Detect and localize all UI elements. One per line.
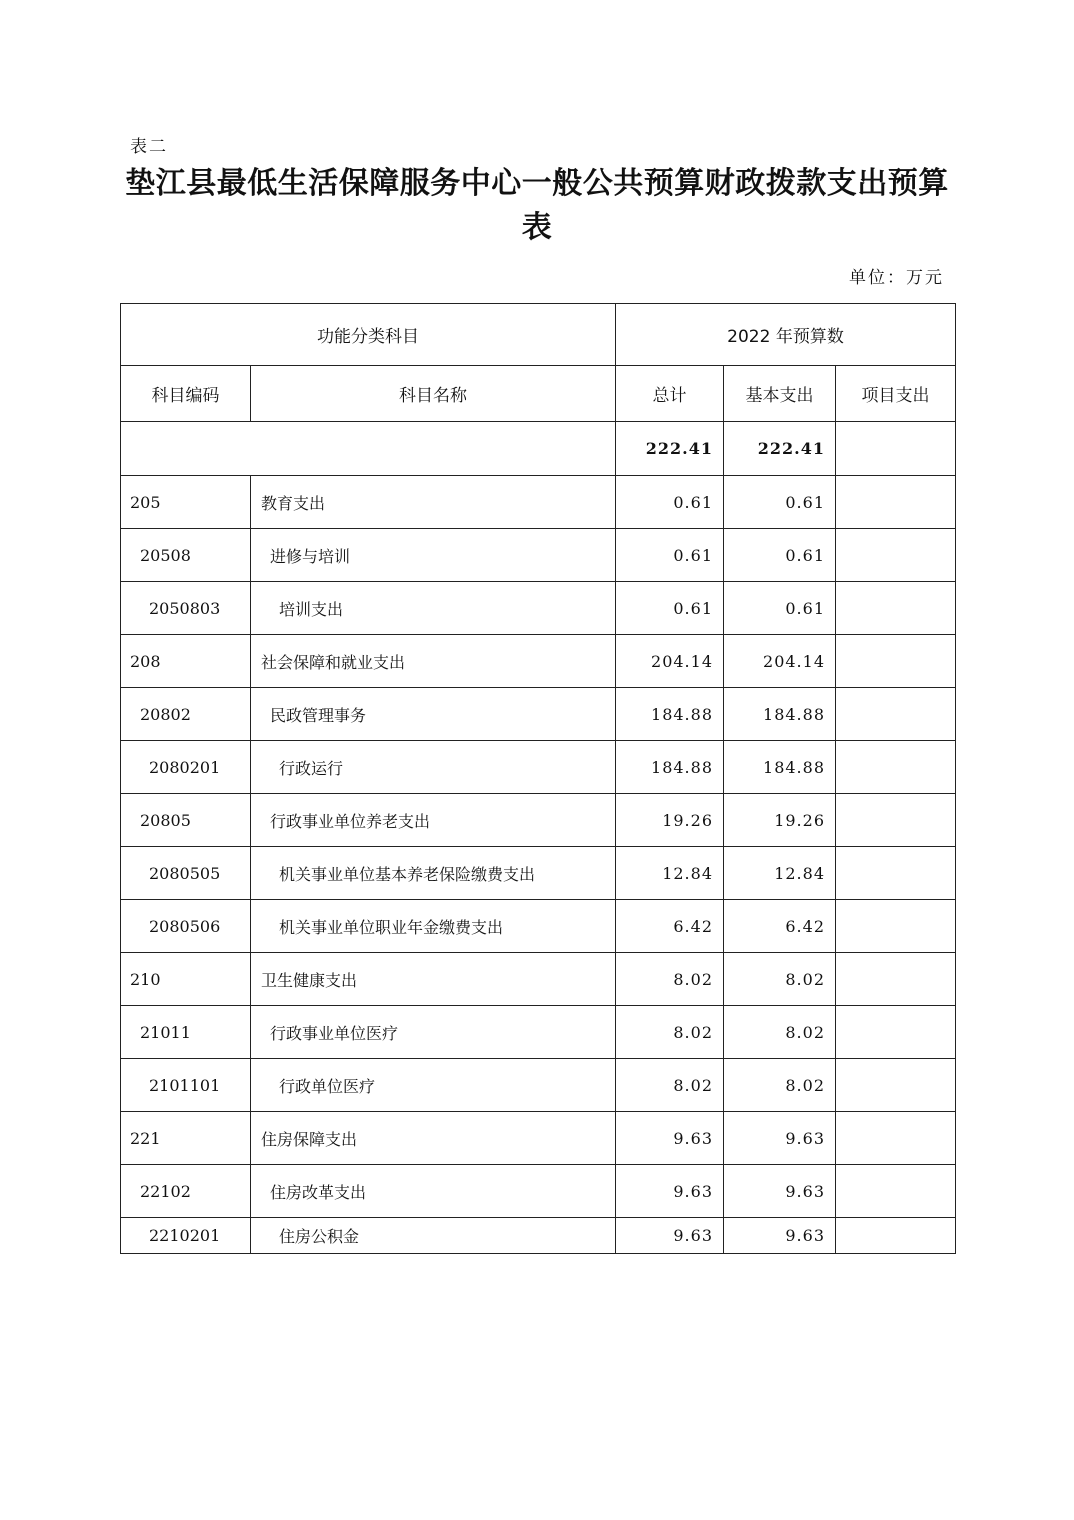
table-row [121,1218,956,1254]
cell-code: 2210201 [121,1218,251,1254]
cell-total: 204.14 [616,635,724,688]
cell-name: 卫生健康支出 [251,953,616,1006]
group-header-row [121,304,956,366]
cell-project [836,794,956,847]
cell-project [836,741,956,794]
cell-basic: 9.63 [724,1218,836,1254]
cell-project [836,1059,956,1112]
total-row-basic: 222.41 [724,422,836,476]
cell-name: 行政事业单位养老支出 [251,794,616,847]
cell-total: 0.61 [616,476,724,529]
table-row [121,847,956,900]
cell-name: 教育支出 [251,476,616,529]
cell-project [836,900,956,953]
cell-total: 12.84 [616,847,724,900]
cell-project [836,847,956,900]
cell-total: 0.61 [616,582,724,635]
table-row [121,1006,956,1059]
cell-name: 住房公积金 [251,1218,616,1254]
table-row [121,582,956,635]
cell-total: 184.88 [616,741,724,794]
cell-code: 20508 [121,529,251,582]
cell-name: 行政运行 [251,741,616,794]
cell-total: 8.02 [616,953,724,1006]
column-header-project: 项目支出 [836,366,956,422]
cell-project [836,1218,956,1254]
cell-basic: 19.26 [724,794,836,847]
cell-code: 22102 [121,1165,251,1218]
cell-project [836,529,956,582]
cell-basic: 9.63 [724,1112,836,1165]
cell-code: 210 [121,953,251,1006]
table-label: 表二 [130,137,168,157]
table-row [121,1165,956,1218]
cell-code: 2101101 [121,1059,251,1112]
cell-basic: 8.02 [724,953,836,1006]
cell-code: 20802 [121,688,251,741]
cell-name: 进修与培训 [251,529,616,582]
cell-total: 9.63 [616,1218,724,1254]
cell-total: 6.42 [616,900,724,953]
cell-total: 8.02 [616,1006,724,1059]
cell-name: 社会保障和就业支出 [251,635,616,688]
document-title: 垫江县最低生活保障服务中心一般公共预算财政拨款支出预算表 [125,166,949,245]
cell-code: 2080201 [121,741,251,794]
cell-project [836,1006,956,1059]
cell-basic: 6.42 [724,900,836,953]
cell-project [836,1112,956,1165]
column-header-total: 总计 [616,366,724,422]
cell-basic: 0.61 [724,476,836,529]
cell-name: 机关事业单位基本养老保险缴费支出 [251,847,616,900]
table-body [121,422,956,1254]
table-row [121,953,956,1006]
cell-total: 9.63 [616,1112,724,1165]
table-row [121,1112,956,1165]
total-row-total: 222.41 [616,422,724,476]
cell-project [836,582,956,635]
category-group-header: 功能分类科目 [121,304,616,366]
cell-code: 2080506 [121,900,251,953]
cell-basic: 204.14 [724,635,836,688]
table-row [121,688,956,741]
table-row [121,900,956,953]
cell-project [836,476,956,529]
table-row [121,794,956,847]
cell-code: 205 [121,476,251,529]
cell-name: 民政管理事务 [251,688,616,741]
cell-basic: 0.61 [724,582,836,635]
cell-total: 19.26 [616,794,724,847]
cell-project [836,688,956,741]
cell-name: 住房保障支出 [251,1112,616,1165]
table-row [121,741,956,794]
budget-table [120,303,956,1254]
column-header-row [121,366,956,422]
total-row-label-cell [121,422,616,476]
unit-label: 单位：万元 [849,268,944,288]
cell-project [836,953,956,1006]
cell-code: 221 [121,1112,251,1165]
cell-total: 9.63 [616,1165,724,1218]
budget-group-header: 2022 年预算数 [616,304,956,366]
cell-name: 培训支出 [251,582,616,635]
cell-project [836,1165,956,1218]
cell-basic: 12.84 [724,847,836,900]
cell-code: 2080505 [121,847,251,900]
table-row [121,476,956,529]
cell-name: 住房改革支出 [251,1165,616,1218]
cell-code: 20805 [121,794,251,847]
cell-total: 0.61 [616,529,724,582]
total-row [121,422,956,476]
cell-basic: 8.02 [724,1006,836,1059]
cell-total: 8.02 [616,1059,724,1112]
cell-name: 行政单位医疗 [251,1059,616,1112]
cell-basic: 8.02 [724,1059,836,1112]
table-row [121,1059,956,1112]
cell-code: 21011 [121,1006,251,1059]
column-header-code: 科目编码 [121,366,251,422]
cell-basic: 9.63 [724,1165,836,1218]
column-header-basic: 基本支出 [724,366,836,422]
cell-basic: 0.61 [724,529,836,582]
cell-name: 行政事业单位医疗 [251,1006,616,1059]
table-row [121,635,956,688]
cell-project [836,635,956,688]
cell-total: 184.88 [616,688,724,741]
cell-basic: 184.88 [724,741,836,794]
cell-code: 2050803 [121,582,251,635]
table-row [121,529,956,582]
cell-basic: 184.88 [724,688,836,741]
cell-code: 208 [121,635,251,688]
cell-name: 机关事业单位职业年金缴费支出 [251,900,616,953]
total-row-project [836,422,956,476]
column-header-name: 科目名称 [251,366,616,422]
